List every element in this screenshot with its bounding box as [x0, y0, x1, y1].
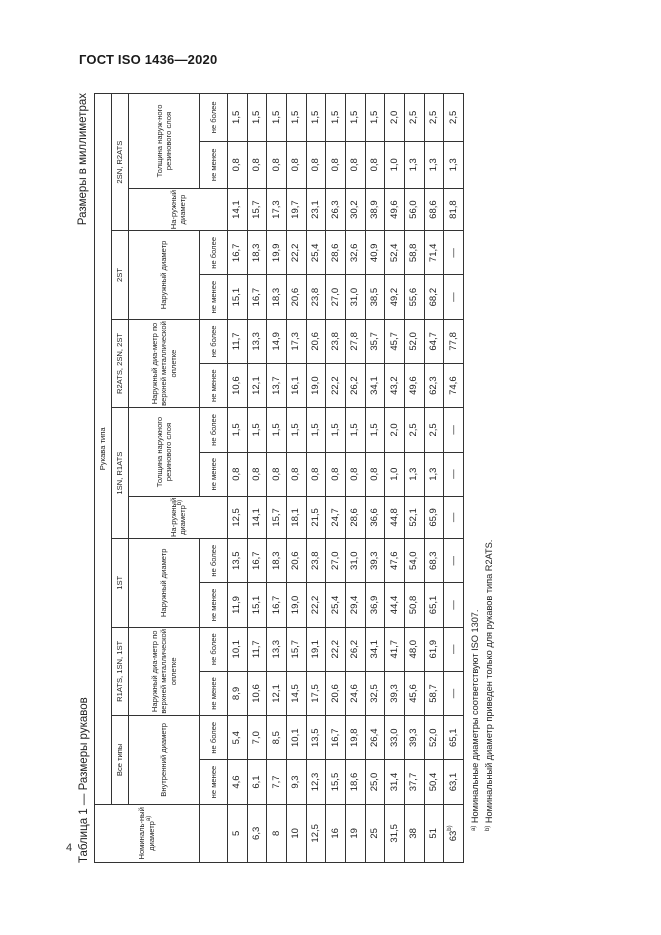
- table-cell: —: [444, 671, 464, 715]
- table-cell: 14,1: [247, 496, 267, 538]
- table-cell: 33,0: [385, 716, 405, 760]
- table-cell: 1,3: [404, 452, 424, 496]
- nominal-diameter-cell: 38: [404, 804, 424, 862]
- table-cell: 2,0: [385, 94, 405, 142]
- table-cell: 1,5: [306, 94, 326, 142]
- table-cell: 19,9: [267, 231, 287, 275]
- table-cell: 2,5: [424, 408, 444, 452]
- table-cell: 77,8: [444, 319, 464, 363]
- document-title: ГОСТ ISO 1436—2020: [79, 52, 218, 67]
- table-row: [444, 94, 464, 863]
- table-cell: 2,5: [404, 408, 424, 452]
- table-cell: 54,0: [404, 539, 424, 583]
- table-cell: 44,8: [385, 496, 405, 538]
- table-cell: 38,5: [365, 275, 385, 319]
- max-header: не более: [199, 94, 227, 142]
- table-cell: 22,2: [326, 364, 346, 408]
- table-cell: 11,7: [228, 319, 248, 363]
- table-cell: 47,6: [385, 539, 405, 583]
- table-cell: 13,5: [306, 716, 326, 760]
- table-cell: 13,3: [247, 319, 267, 363]
- table-cell: 14,1: [228, 188, 248, 230]
- table-cell: 0,8: [267, 452, 287, 496]
- table-cell: 45,6: [404, 671, 424, 715]
- table-row: [424, 94, 444, 863]
- table-cell: 17,3: [287, 319, 307, 363]
- max-header: не более: [199, 627, 227, 671]
- table-cell: 16,7: [267, 583, 287, 627]
- table-cell: 19,8: [346, 716, 366, 760]
- nominal-diameter-cell: 16: [326, 804, 346, 862]
- table-cell: 22,2: [326, 627, 346, 671]
- table-cell: 8,9: [228, 671, 248, 715]
- nominal-diameter-cell: 6,3: [247, 804, 267, 862]
- min-header: не менее: [199, 364, 227, 408]
- table-cell: 65,1: [424, 583, 444, 627]
- table-cell: 43,2: [385, 364, 405, 408]
- table-cell: 0,8: [247, 452, 267, 496]
- table-cell: 7,0: [247, 716, 267, 760]
- table-row: [404, 94, 424, 863]
- table-cell: 65,1: [444, 716, 464, 760]
- min-header: не менее: [199, 452, 227, 496]
- table-cell: 16,7: [247, 275, 267, 319]
- table-cell: 16,1: [287, 364, 307, 408]
- table-cell: 19,0: [287, 583, 307, 627]
- table-cell: 19,1: [306, 627, 326, 671]
- table-cell: 26,2: [346, 364, 366, 408]
- table-cell: 1,5: [247, 94, 267, 142]
- table-row: [365, 94, 385, 863]
- table-cell: 19,0: [306, 364, 326, 408]
- table-cell: 10,6: [247, 671, 267, 715]
- min-header: не менее: [199, 141, 227, 188]
- table-cell: 49,2: [385, 275, 405, 319]
- table-cell: 28,6: [326, 231, 346, 275]
- table-cell: 13,7: [267, 364, 287, 408]
- max-header: не более: [199, 319, 227, 363]
- nominal-diameter-cell: 63$^{b)}$: [444, 804, 464, 862]
- table-cell: 0,8: [306, 141, 326, 188]
- table-cell: 13,3: [267, 627, 287, 671]
- table-cell: 16,7: [228, 231, 248, 275]
- table-cell: 39,3: [404, 716, 424, 760]
- table-cell: 35,7: [365, 319, 385, 363]
- table-cell: 26,3: [326, 188, 346, 230]
- units-note: Размеры в миллиметрах: [77, 93, 89, 226]
- table-cell: 34,1: [365, 364, 385, 408]
- table-cell: 1,5: [326, 94, 346, 142]
- group-1st: 1ST: [112, 539, 129, 628]
- table-cell: 0,8: [326, 452, 346, 496]
- table-cell: 68,3: [424, 539, 444, 583]
- table-cell: 81,8: [444, 188, 464, 230]
- table-cell: 0,8: [287, 452, 307, 496]
- page-number: 4: [66, 842, 73, 854]
- table-cell: 31,4: [385, 760, 405, 804]
- table-cell: 2,5: [404, 94, 424, 142]
- min-header: не менее: [199, 275, 227, 319]
- table-row: [267, 94, 287, 863]
- table-row: [326, 94, 346, 863]
- table-cell: 1,5: [365, 94, 385, 142]
- table-cell: 1,5: [267, 408, 287, 452]
- table-cell: 15,1: [228, 275, 248, 319]
- table-cell: 1,5: [326, 408, 346, 452]
- table-cell: 1,5: [346, 408, 366, 452]
- inner-diameter-header: Внутренний диаметр: [129, 716, 200, 805]
- table-cell: 23,8: [326, 319, 346, 363]
- table-cell: —: [444, 627, 464, 671]
- nominal-diameter-cell: 12,5: [306, 804, 326, 862]
- table-cell: 18,3: [267, 539, 287, 583]
- table-cell: 24,6: [346, 671, 366, 715]
- table-cell: 1,3: [424, 452, 444, 496]
- braid-diameter-2-header: Наружный диа-метр по верхней металлической оплетке: [129, 319, 200, 408]
- table-cell: 6,1: [247, 760, 267, 804]
- table-cell: 26,4: [365, 716, 385, 760]
- table-cell: 15,7: [267, 496, 287, 538]
- table-cell: 71,4: [424, 231, 444, 275]
- table-cell: 18,6: [346, 760, 366, 804]
- table-row: [385, 94, 405, 863]
- table-cell: 17,5: [306, 671, 326, 715]
- outer-diameter-header: Наружный диаметр: [129, 539, 200, 628]
- table-cell: 15,7: [247, 188, 267, 230]
- nominal-diameter-cell: 8: [267, 804, 287, 862]
- hose-types-header: Рукава типа: [95, 94, 112, 805]
- nominal-diameter-cell: 19: [346, 804, 366, 862]
- table-cell: 0,8: [228, 141, 248, 188]
- table-cell: 63,1: [444, 760, 464, 804]
- outer-diameter-2st-header: Наружный диаметр: [129, 231, 200, 320]
- table-cell: —: [444, 583, 464, 627]
- table-cell: 52,4: [385, 231, 405, 275]
- outer-diameter-2sn-header: На-ружный диаметр: [129, 188, 228, 230]
- rubber-thickness-2-header: Толщина наруж-ного резинового слоя: [129, 94, 200, 189]
- nominal-diameter-cell: 5: [228, 804, 248, 862]
- table-cell: 9,3: [287, 760, 307, 804]
- table-cell: 36,6: [365, 496, 385, 538]
- table-cell: 15,7: [287, 627, 307, 671]
- table-cell: 34,1: [365, 627, 385, 671]
- table-cell: 74,6: [444, 364, 464, 408]
- table-cell: 0,8: [287, 141, 307, 188]
- table-cell: 48,0: [404, 627, 424, 671]
- table-cell: 25,4: [306, 231, 326, 275]
- group-r2ats-2sn-2st: R2ATS, 2SN, 2ST: [112, 319, 129, 408]
- table-cell: 28,6: [346, 496, 366, 538]
- table-cell: 49,6: [404, 364, 424, 408]
- max-header: не более: [199, 408, 227, 452]
- table-row: [346, 94, 366, 863]
- table-cell: —: [444, 452, 464, 496]
- min-header: не менее: [199, 760, 227, 804]
- table-cell: 7,7: [267, 760, 287, 804]
- hose-dimensions-table: [94, 93, 464, 863]
- table-cell: 29,4: [346, 583, 366, 627]
- group-all-types: Все типы: [112, 716, 129, 805]
- table-cell: 10,1: [287, 716, 307, 760]
- table-cell: 32,5: [365, 671, 385, 715]
- table-cell: 68,2: [424, 275, 444, 319]
- table-cell: 1,5: [228, 408, 248, 452]
- footnote-a: $^{a)}$ Номинальные диаметры соответствуют ISO 1307.: [470, 609, 480, 831]
- table-cell: 11,9: [228, 583, 248, 627]
- table-cell: 1,5: [228, 94, 248, 142]
- outer-diameter-1sn-header: На-ружный диаметр$^{b)}$: [129, 496, 228, 538]
- table-cell: 20,6: [287, 275, 307, 319]
- table-cell: 55,6: [404, 275, 424, 319]
- table-cell: 1,0: [385, 141, 405, 188]
- table-cell: 18,3: [247, 231, 267, 275]
- table-cell: 24,7: [326, 496, 346, 538]
- corner-blank: [199, 804, 227, 862]
- table-cell: 25,4: [326, 583, 346, 627]
- table-cell: 15,5: [326, 760, 346, 804]
- rotated-table-region: [76, 93, 496, 863]
- table-cell: 0,8: [365, 141, 385, 188]
- table-cell: 1,5: [267, 94, 287, 142]
- table-cell: 23,8: [306, 275, 326, 319]
- table-cell: 13,5: [228, 539, 248, 583]
- table-cell: 0,8: [365, 452, 385, 496]
- table-cell: 12,3: [306, 760, 326, 804]
- table-cell: 20,6: [287, 539, 307, 583]
- table-cell: —: [444, 496, 464, 538]
- table-cell: 27,0: [326, 275, 346, 319]
- footnotes: [468, 540, 496, 831]
- table-cell: 1,3: [404, 141, 424, 188]
- table-cell: 62,3: [424, 364, 444, 408]
- group-r1ats-1sn-1st: R1ATS, 1SN, 1ST: [112, 627, 129, 716]
- table-cell: 16,7: [247, 539, 267, 583]
- table-cell: 1,5: [287, 94, 307, 142]
- table-row: [228, 94, 248, 863]
- nominal-diameter-header: Номиналь-ный диаметр$^{a)}$: [95, 804, 200, 862]
- table-cell: 14,5: [287, 671, 307, 715]
- table-cell: 50,8: [404, 583, 424, 627]
- table-cell: 8,5: [267, 716, 287, 760]
- table-cell: 31,0: [346, 539, 366, 583]
- table-cell: 20,6: [306, 319, 326, 363]
- table-cell: 2,5: [424, 94, 444, 142]
- table-cell: 25,0: [365, 760, 385, 804]
- table-cell: 58,7: [424, 671, 444, 715]
- table-cell: 15,1: [247, 583, 267, 627]
- table-cell: 31,0: [346, 275, 366, 319]
- table-cell: 30,2: [346, 188, 366, 230]
- table-cell: 1,3: [444, 141, 464, 188]
- table-cell: 26,2: [346, 627, 366, 671]
- table-cell: 12,5: [228, 496, 248, 538]
- table-cell: 1,5: [247, 408, 267, 452]
- braid-diameter-header: Наружный диа-метр по верхней металлической оплетке: [129, 627, 200, 716]
- table-cell: 11,7: [247, 627, 267, 671]
- nominal-diameter-cell: 51: [424, 804, 444, 862]
- table-cell: 12,1: [247, 364, 267, 408]
- max-header: не более: [199, 539, 227, 583]
- table-row: [247, 94, 267, 863]
- table-cell: 0,8: [326, 141, 346, 188]
- table-cell: 22,2: [306, 583, 326, 627]
- table-cell: 27,0: [326, 539, 346, 583]
- max-header: не более: [199, 231, 227, 275]
- table-cell: 2,5: [444, 94, 464, 142]
- table-cell: —: [444, 408, 464, 452]
- table-cell: 14,9: [267, 319, 287, 363]
- rubber-thickness-header: Толщина наружного резинового слоя: [129, 408, 200, 497]
- table-cell: —: [444, 231, 464, 275]
- group-1sn-r1ats: 1SN, R1ATS: [112, 408, 129, 539]
- table-cell: 64,7: [424, 319, 444, 363]
- table-row: [306, 94, 326, 863]
- min-header: не менее: [199, 583, 227, 627]
- table-cell: 56,0: [404, 188, 424, 230]
- nominal-diameter-cell: 31,5: [385, 804, 405, 862]
- table-cell: 18,1: [287, 496, 307, 538]
- table-cell: 4,6: [228, 760, 248, 804]
- table-caption: Таблица 1 — Размеры рукавов: [78, 697, 90, 863]
- footnote-b: $^{b)}$ Номинальный диаметр приведен только для рукавов типа R2ATS.: [484, 539, 494, 831]
- table-cell: 18,3: [267, 275, 287, 319]
- table-cell: 16,7: [326, 716, 346, 760]
- table-cell: 0,8: [228, 452, 248, 496]
- table-cell: 1,5: [287, 408, 307, 452]
- table-cell: 1,3: [424, 141, 444, 188]
- table-cell: 12,1: [267, 671, 287, 715]
- table-cell: 52,0: [404, 319, 424, 363]
- table-cell: 32,6: [346, 231, 366, 275]
- table-cell: 22,2: [287, 231, 307, 275]
- table-cell: 27,8: [346, 319, 366, 363]
- table-cell: 19,7: [287, 188, 307, 230]
- table-cell: 61,9: [424, 627, 444, 671]
- table-cell: 23,8: [306, 539, 326, 583]
- table-cell: 65,9: [424, 496, 444, 538]
- table-cell: 17,3: [267, 188, 287, 230]
- table-cell: 52,1: [404, 496, 424, 538]
- nominal-diameter-cell: 10: [287, 804, 307, 862]
- table-cell: 1,5: [365, 408, 385, 452]
- max-header: не более: [199, 716, 227, 760]
- table-cell: 21,5: [306, 496, 326, 538]
- table-cell: 1,5: [306, 408, 326, 452]
- table-cell: 39,3: [365, 539, 385, 583]
- group-2st: 2ST: [112, 231, 129, 320]
- table-cell: 39,3: [385, 671, 405, 715]
- table-cell: 52,0: [424, 716, 444, 760]
- table-cell: 41,7: [385, 627, 405, 671]
- group-2sn-r2ats: 2SN, R2ATS: [112, 94, 129, 231]
- table-cell: 50,4: [424, 760, 444, 804]
- table-cell: 49,6: [385, 188, 405, 230]
- table-cell: —: [444, 275, 464, 319]
- table-cell: 2,0: [385, 408, 405, 452]
- table-cell: 0,8: [346, 452, 366, 496]
- table-cell: 58,8: [404, 231, 424, 275]
- min-header: не менее: [199, 671, 227, 715]
- table-row: [287, 94, 307, 863]
- table-cell: 0,8: [247, 141, 267, 188]
- table-cell: 0,8: [346, 141, 366, 188]
- nominal-diameter-cell: 25: [365, 804, 385, 862]
- table-cell: 37,7: [404, 760, 424, 804]
- table-cell: 40,9: [365, 231, 385, 275]
- table-cell: 68,6: [424, 188, 444, 230]
- table-cell: 23,1: [306, 188, 326, 230]
- table-cell: 0,8: [306, 452, 326, 496]
- table-cell: 36,9: [365, 583, 385, 627]
- table-cell: —: [444, 539, 464, 583]
- table-cell: 1,0: [385, 452, 405, 496]
- table-cell: 5,4: [228, 716, 248, 760]
- table-cell: 38,9: [365, 188, 385, 230]
- table-cell: 10,6: [228, 364, 248, 408]
- table-cell: 20,6: [326, 671, 346, 715]
- table-cell: 0,8: [267, 141, 287, 188]
- table-cell: 45,7: [385, 319, 405, 363]
- table-cell: 1,5: [346, 94, 366, 142]
- table-cell: 44,4: [385, 583, 405, 627]
- table-cell: 10,1: [228, 627, 248, 671]
